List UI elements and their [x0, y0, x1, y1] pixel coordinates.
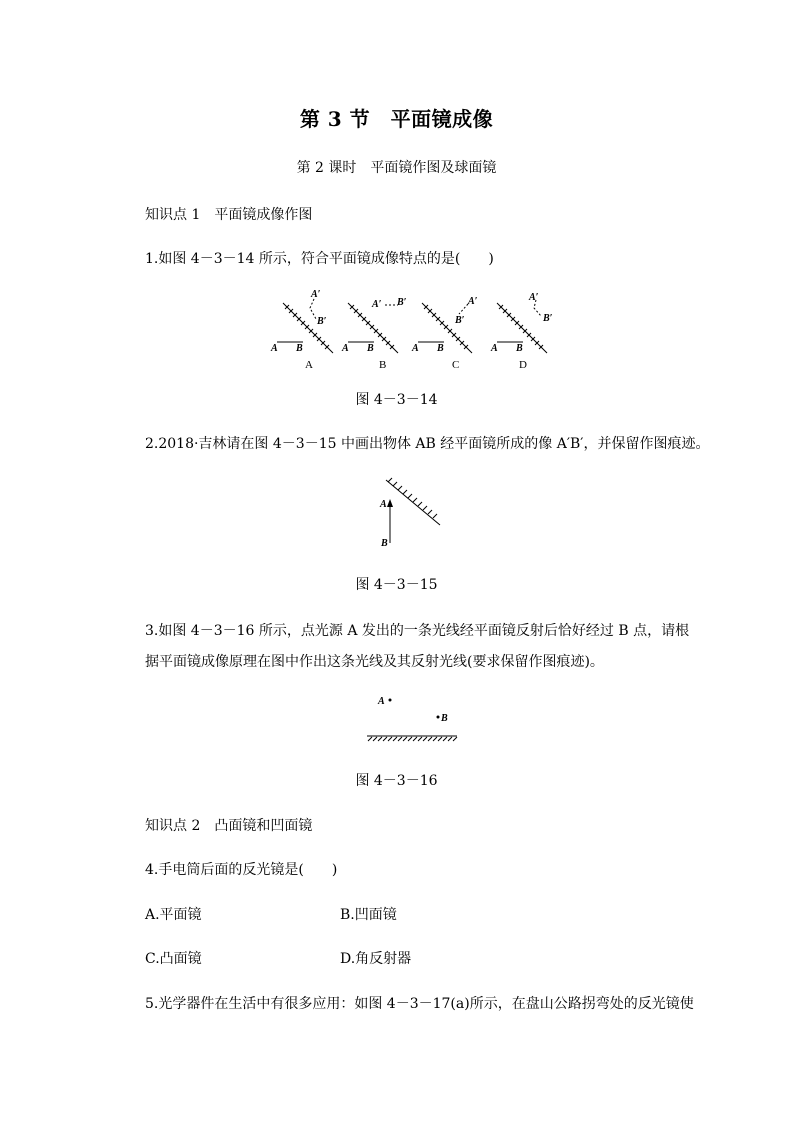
option-d-label: D — [519, 359, 527, 371]
lesson-subtitle: 第 2 课时 平面镜作图及球面镜 — [296, 160, 497, 176]
option-c-diagram — [411, 296, 478, 371]
question-2-text: 2.2018·吉林请在图 4－3－15 中画出物体 AB 经平面镜所成的像 A′B′，并保留作图痕迹。 — [145, 436, 710, 452]
section-heading-1: 知识点 1 平面镜成像作图 — [145, 207, 313, 223]
question-5-text: 5.光学器件在生活中有很多应用：如图 4－3－17(a)所示，在盘山公路拐弯处的反光镜使 — [145, 996, 694, 1012]
q4-option-a[interactable]: A.平面镜 — [145, 907, 202, 923]
point-b-label: B — [516, 343, 523, 354]
question-4-text: 4.手电筒后面的反光镜是( ) — [145, 862, 338, 878]
option-b-label: B — [379, 359, 387, 371]
option-d-diagram — [490, 292, 553, 371]
q4-option-d[interactable]: D.角反射器 — [340, 951, 412, 967]
figure-4-3-15-caption: 图 4－3－15 — [355, 577, 438, 593]
point-a-label: A — [271, 343, 278, 354]
page-title: 第 3 节 平面镜成像 — [299, 107, 494, 131]
question-3-line-1: 3.如图 4－3－16 所示，点光源 A 发出的一条光线经平面镜反射后恰好经过 B 点，请根 — [145, 623, 690, 639]
point-b-label: B — [381, 538, 388, 549]
figure-4-3-14-caption: 图 4－3－14 — [355, 392, 438, 408]
point-b-label: B — [441, 713, 448, 724]
point-a-label: A — [378, 696, 385, 707]
point-a-label: A — [412, 343, 419, 354]
figure-4-3-15 — [0, 475, 793, 555]
point-b-image-label: B′ — [455, 315, 465, 326]
point-b-image-label: B′ — [543, 313, 553, 324]
figure-4-3-14 — [0, 280, 793, 375]
q4-option-b[interactable]: B.凹面镜 — [340, 907, 397, 923]
option-a-diagram — [270, 289, 333, 371]
point-a-label: A — [491, 343, 498, 354]
section-heading-2: 知识点 2 凸面镜和凹面镜 — [145, 818, 313, 834]
point-a-image-label: A′ — [311, 289, 321, 300]
question-3-line-2: 据平面镜成像原理在图中作出这条光线及其反射光线(要求保留作图痕迹)。 — [145, 654, 604, 670]
point-a-label: A — [380, 499, 387, 510]
horizontal-mirror — [367, 736, 457, 741]
object-ab-arrow — [387, 499, 393, 543]
point-a-image-label: A′ — [372, 299, 382, 310]
question-1-text: 1.如图 4－3－14 所示，符合平面镜成像特点的是( ) — [145, 251, 494, 267]
point-b-dot — [437, 716, 440, 719]
point-b-image-label: B′ — [317, 316, 327, 327]
point-a-label: A — [342, 343, 349, 354]
point-a-image-label: A′ — [529, 292, 539, 303]
point-a-dot — [389, 699, 392, 702]
point-a-image-label: A′ — [468, 296, 478, 307]
option-a-label: A — [305, 359, 313, 371]
point-b-label: B — [367, 343, 374, 354]
option-b-diagram — [341, 297, 407, 371]
figure-4-3-16-caption: 图 4－3－16 — [355, 773, 438, 789]
point-b-image-label: B′ — [397, 297, 407, 308]
point-b-label: B — [296, 343, 303, 354]
plane-mirror — [386, 478, 440, 525]
point-b-label: B — [437, 343, 444, 354]
option-c-label: C — [452, 359, 460, 371]
q4-option-c[interactable]: C.凸面镜 — [145, 951, 202, 967]
figure-4-3-16 — [0, 685, 793, 750]
